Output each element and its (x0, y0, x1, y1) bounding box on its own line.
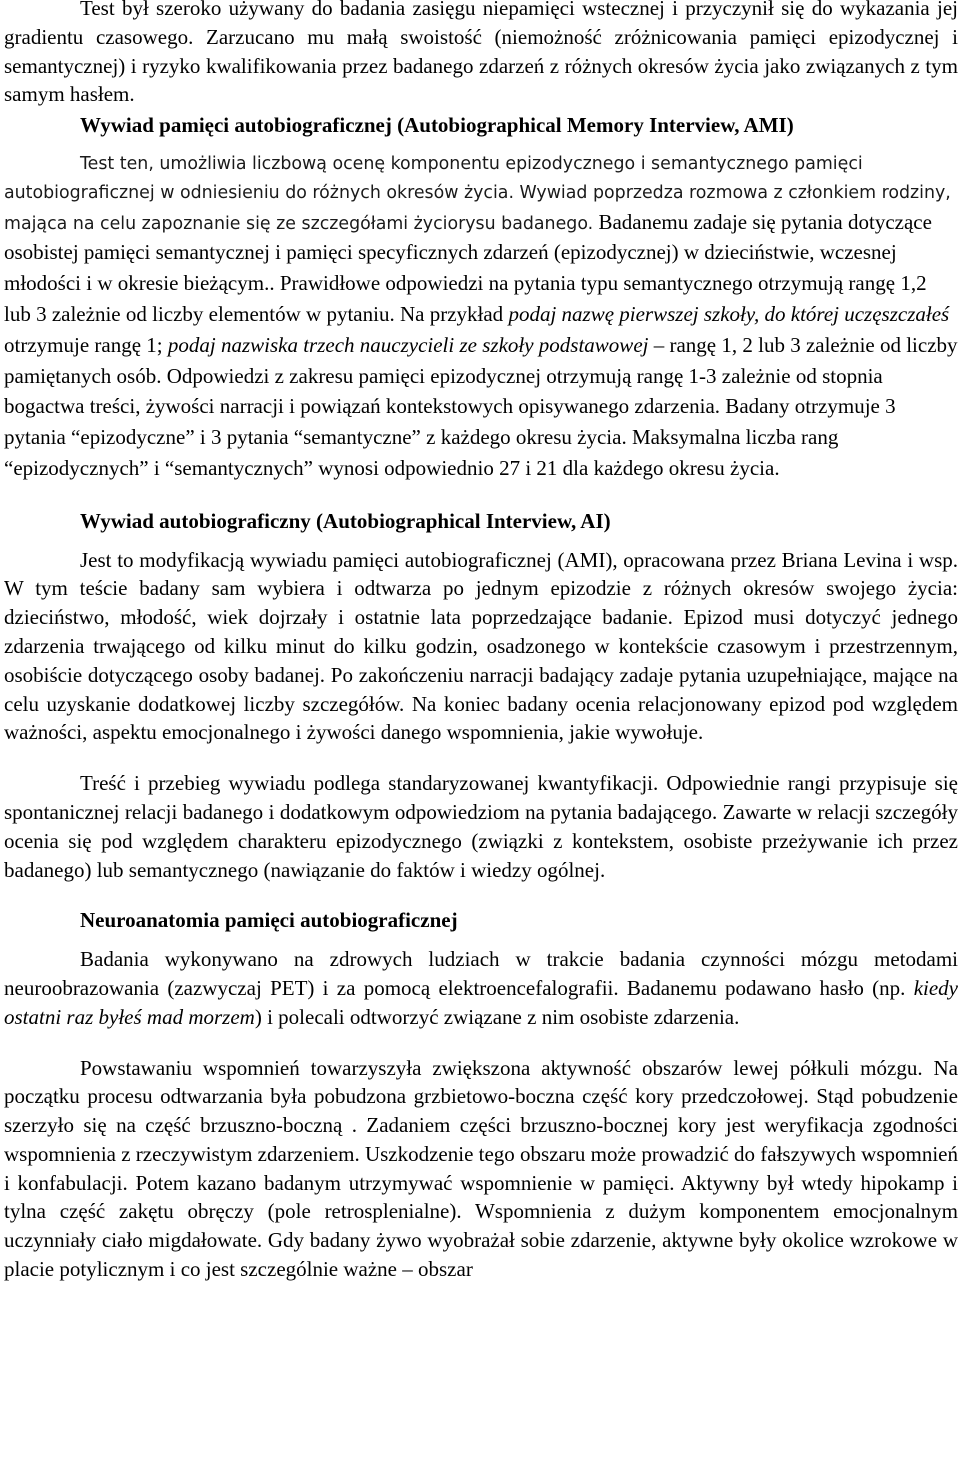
intro-rest: wykazania jej gradientu czasowego. Zarzucano mu małą swoistość (niemożność zróżnicowania pamięci epizodycznej i semantycznej) i ryzyko kwalifikowania przez badanego zdarzeń z różnych okresów życia jako związanych z tym samym hasłem. (4, 0, 958, 107)
document-page (4, 0, 958, 1284)
ami-text-c: – rangę 1, 2 lub 3 zależnie od liczby pamiętanych osób. Odpowiedzi z zakresu pamięci epizodycznej otrzymują rangę 1-3 zależnie od stopnia bogactwa treści, żywości narracji i powiązań kontekstowych opisywanego zdarzenia. Badany otrzymuje 3 pytania “epizodyczne” i 3 pytania “semantyczne” z każdego okresu życia. Maksymalna liczba rang “epizodycznych” i “semantycznych” wynosi odpowiednio 27 i 21 dla każdego okresu życia. (4, 332, 958, 480)
ai-paragraph-1: Jest to modyfikacją wywiadu pamięci autobiograficznej (AMI), opracowana przez Briana Levina i wsp. W tym teście badany sam wybiera i odtwarza po jednym epizodzie z różnych okresów swojego życia: dzieciństwo, młodość, wiek dojrzały i ostatnie lata poprzedzające badanie. Epizod musi dotyczyć jednego zdarzenia trwającego od kilku minut do kilku godzin, osadzonego w kontekście czasowym i przestrzennym, osobiście dotyczącego osoby badanej. Po zakończeniu narracji badający zadaje pytania uzupełniające, mające na celu uzyskanie dodatkowej liczby szczegółów. Na koniec badany ocenia relacjonowany epizod pod względem ważności, aspektu emocjonalnego i żywości danego wspomnienia, jakie wywołuje. (4, 547, 958, 745)
ai-paragraph-2: Treść i przebieg wywiadu podlega standaryzowanej kwantyfikacji. Odpowiednie rangi przypisuje się spontanicznej relacji badanego i dodatkowym odpowiedziom na pytania badającego. Zawarte w relacji szczegóły ocenia się pod względem charakteru epizodycznego (związki z kontekstem, osobiste przeżywanie ich przez badanego) lub semantycznego (nawiązanie do faktów i wiedzy ogólnej. (4, 771, 958, 882)
ami-italic-b: podaj nazwiska trzech nauczycieli ze szkoły podstawowej (167, 332, 649, 357)
ami-paragraph (4, 150, 958, 485)
ami-heading: Wywiad pamięci autobiograficznej (Autobiographical Memory Interview, AMI) (80, 113, 794, 138)
neuro-paragraph-2: Powstawaniu wspomnień towarzyszyła zwiększona aktywność obszarów lewej półkuli mózgu. Na początku procesu odtwarzania była pobudzona grzbietowo-boczna część kory przedczołowej. Stąd pobudzenie szerzyło się na część brzuszno-boczną . Zadaniem części brzuszno-bocznej kory jest weryfikacja zgodności wspomnienia z rzeczywistym zdarzeniem. Uszkodzenie tego obszaru może prowadzić do fałszywych wspomnień i konfabulacji. Potem kazano badanym utrzymywać wspomnienie w pamięci. Aktywny był wtedy hipokamp i tylna część zakętu obręczy (pole retrosplenialne). Wspomnienia z dużym komponentem emocjonalnym uczynniały ciało migdałowate. Gdy badany żywo wyobrażał sobie zdarzenie, aktywne były okolice wzrokowe w placie potylicznym i co jest szczególnie ważne – obszar (4, 1055, 958, 1282)
ami-italic-a: podaj nazwę pierwszej szkoły, do której uczęszczałeś (508, 301, 950, 326)
intro-paragraph (4, 0, 958, 109)
ami-sans-part: Test ten, umożliwia liczbową ocenę komponentu epizodycznego i semantycznego pamięci autobiograficznej w odniesieniu do różnych okresów życia. Wywiad poprzedza rozmowa z członkiem rodziny, mająca na celu zapoznanie się ze szczegółami życiorysu badanego. (4, 153, 951, 234)
neuro-para1-b: ) i polecali odtworzyć związane z nim osobiste zdarzenia. (254, 1004, 740, 1029)
intro-line1: Test był szeroko używany do badania zasięgu niepamięci wstecznej i przyczynił się do (80, 0, 833, 20)
neuro-para1-italic: kiedy ostatni raz byłeś mad morzem (4, 975, 958, 1029)
ai-heading: Wywiad autobiograficzny (Autobiographical Interview, AI) (80, 508, 611, 533)
ami-sans-part2: Prawidłowe odpowiedzi na pytania typu semantycznego otrzymują rangę 1,2 lub 3 zależnie od liczby elementów w pytaniu. (4, 271, 927, 326)
ami-text-b: otrzymuje rangę 1; (4, 332, 168, 357)
neuro-para1-a: Badania wykonywano na zdrowych ludziach w trakcie badania czynności mózgu metodami neuroobrazowania (zazwyczaj PET) i za pomocą elektroencefalografii. Badanemu podawano hasło (np. (4, 947, 958, 1000)
neuro-heading: Neuroanatomia pamięci autobiograficznej (80, 908, 458, 933)
ami-text-a: Na przykład (394, 301, 509, 326)
ami-serif-part: Badanemu zadaje się pytania dotyczące osobistej pamięci semantycznej i pamięci specyficznych zdarzeń (epizodycznej) w dzieciństwie, wczesnej młodości i w okresie bieżącym.. (4, 209, 932, 296)
neuro-paragraph-1 (4, 945, 958, 1031)
